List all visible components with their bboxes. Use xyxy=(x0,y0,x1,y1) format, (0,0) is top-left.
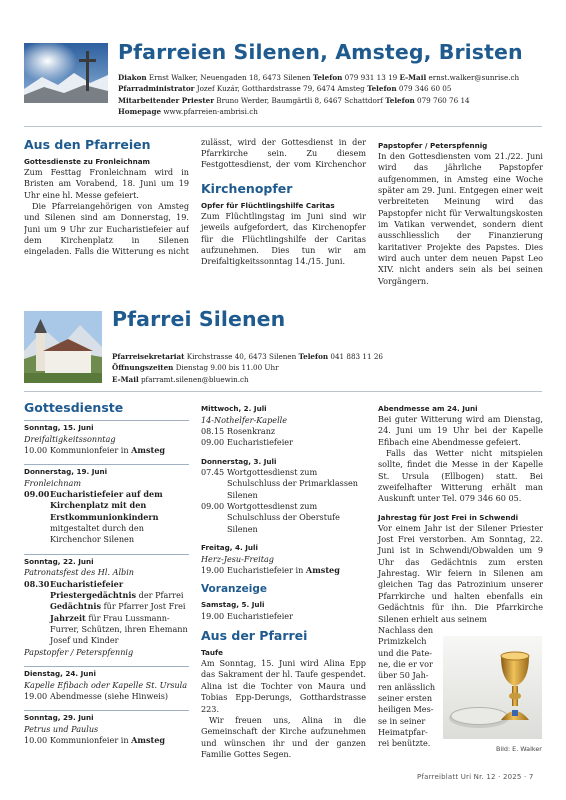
info-sekretariat: Pfarreisekretariat Kirchstrasse 40, 6473 Silenen Telefon 041 883 11 26 xyxy=(112,352,383,361)
section-title-pfarreien: Pfarreien Silenen, Amsteg, Bristen xyxy=(118,40,523,64)
paragraph: Am Sonntag, 15. Juni wird Alina Epp das Sakrament der hl. Taufe gespendet. Alina ist die Tochter von Maura und Tobias Epp-Derungs, Gotthardstrasse 223. xyxy=(201,658,366,714)
contact-pfarradministrator: Pfarradministrator Jozef Kuzár, Gotthardstrasse 79, 6474 Amsteg Telefon 079 346 60 05 xyxy=(118,84,452,94)
paragraph: Falls das Wetter nicht mitspielen sollte, findet die Messe in der Kapelle St. Ursula (Ellbogen) statt. Bei zweifelhafter Witterung erhält man Auskunft unter Tel. 079 346 60 05. xyxy=(378,448,543,504)
service-entry: Freitag, 4. Juli Herz-Jesu-Freitag 19.00 Eucharistiefeier in Amsteg xyxy=(201,543,340,575)
paragraph: Zum Festtag Fronleichnam wird in Bristen am Vorabend, 18. Juni um 19 Uhr eine hl. Messe gefeiert. xyxy=(24,167,189,200)
section-title-pfarrei-silenen: Pfarrei Silenen xyxy=(112,307,286,331)
subheading-taufe: Taufe xyxy=(201,648,223,658)
contact-diakon: Diakon Ernst Walker, Neuengaden 18, 6473 Silenen Telefon 079 931 13 19 E-Mail ernst.walker@sunrise.ch xyxy=(118,73,520,82)
subheading-jahrestag: Jahrestag für Jost Frei in Schwendi xyxy=(378,512,519,522)
paragraph-narrow: Nachlass den Primizkelch und die Pate- ne, die er vor über 50 Jah- ren anlässlich seiner ersten heiligen Mes- se in seiner Heimatpfar- rei benützte. xyxy=(378,624,436,749)
contact-priester: Mitarbeitender Priester Bruno Werder, Baumgärtli 8, 6467 Schattdorf Telefon 079 760 76 14 xyxy=(118,95,470,105)
column-gottesdienste-2 xyxy=(201,404,366,760)
heading-aus-der-pfarrei: Aus der Pfarrei xyxy=(201,628,308,644)
column-kirchenopfer xyxy=(201,137,366,268)
service-entry: Donnerstag, 19. Juni Fronleichnam 09.00 Eucharistiefeier auf dem Kirchenplatz mit den Erstkommunionkindern mitgestaltet durch den Kirchenchor Silenen xyxy=(24,464,189,546)
heading-aus-den-pfarreien: Aus den Pfarreien xyxy=(24,137,151,152)
service-entry: Samstag, 5. Juli 19.00 Eucharistiefeier xyxy=(201,600,293,621)
heading-kirchenopfer: Kirchenopfer xyxy=(201,181,293,196)
service-entry: Sonntag, 15. Juni Dreifaltigkeitssonntag 10.00 Kommunionfeier in Amsteg xyxy=(24,420,189,456)
paragraph-continued: zulässt, wird der Gottesdienst in der Pfarrkirche sein. Zu diesem Festgottesdienst, der vom Kirchenchor xyxy=(201,137,366,170)
column-aus-den-pfarreien xyxy=(24,137,189,258)
paragraph: Zum Flüchtlingstag im Juni sind wir jeweils aufgefordert, das Kirchenopfer für die Flüchtlingshilfe der Caritas aufzunehmen. Dies tun wir am Dreifaltigkeitssonntag 14./15. Juni. xyxy=(201,211,366,267)
pfarrei-info-block xyxy=(112,351,383,385)
paragraph: Die Pfarreiangehörigen von Amsteg und Silenen sind am Donnerstag, 19. Juni um 9 Uhr zur Eucharistiefeier auf dem Kirchenplatz in Silenen eingeladen. Falls die Witterung es nicht xyxy=(24,201,189,257)
heading-voranzeige: Voranzeige xyxy=(201,583,267,596)
service-entry: Dienstag, 24. Juni Kapelle Efibach oder Kapelle St. Ursula 19.00 Abendmesse (siehe Hinweis) xyxy=(24,666,189,702)
service-entry: Sonntag, 22. Juni Patronatsfest des Hl. Albin 08.30 Eucharistiefeier Priestergedächtnis der Pfarrei Gedächtnis für Pfarrer Jost Frei Jahrzeit für Frau Lussmann-Furrer, Schützen, ihren Ehemann Josef und Kinder Papstopfer / Peterspfennig xyxy=(24,554,189,658)
page-footer: Pfarreiblatt Uri Nr. 12 · 2025 · 7 xyxy=(417,773,534,781)
divider xyxy=(24,126,542,127)
subheading-fronleichnam: Gottesdienste zu Fronleichnam xyxy=(24,157,151,166)
church-photo xyxy=(24,311,102,383)
service-entry: Sonntag, 29. Juni Petrus und Paulus 10.00 Kommunionfeier in Amsteg xyxy=(24,710,189,746)
info-oeffnungszeiten: Öffnungszeiten Dienstag 9.00 bis 11.00 Uhr xyxy=(112,363,279,373)
paragraph: Vor einem Jahr ist der Silener Priester Jost Frei verstorben. Am Sonntag, 22. Juni ist in Schwendi/Obwalden um 9 Uhr das Gedächtnis zum ersten Jahrestag. Wir feiern in Silenen am gleichen Tag das Patrozinium unserer Pfarrkirche und halten ebenfalls ein Gedächtnis für ihn. Die Pfarrkirche Silenen erhielt aus seinem xyxy=(378,522,543,624)
divider xyxy=(24,391,542,392)
paragraph: Bei guter Witterung wird am Dienstag, 24. Juni um 19 Uhr bei der Kapelle Efibach eine Abendmesse gefeiert. xyxy=(378,414,543,447)
service-entry: Donnerstag, 3. Juli 07.45 Wortgottesdienst zum Schulschluss der Primarklassen Silenen 09.00 Wortgottesdienst zum Schulschluss der Oberstufe Silenen xyxy=(201,456,358,534)
paragraph: Wir freuen uns, Alina in die Gemeinschaft der Kirche aufzunehmen und wünschen ihr und der ganzen Familie Gottes Segen. xyxy=(201,714,366,759)
column-papstopfer xyxy=(378,141,543,287)
subheading-abendmesse: Abendmesse am 24. Juni xyxy=(378,404,478,413)
subheading-papstopfer: Papstopfer / Peterspfennig xyxy=(378,141,488,150)
contact-homepage: Homepage www.pfarreien-ambrisi.ch xyxy=(118,106,258,116)
chalice-photo xyxy=(443,636,542,739)
heading-gottesdienste: Gottesdienste xyxy=(24,400,124,415)
paragraph: In den Gottesdiensten vom 21./22. Juni wird das jährliche Papstopfer aufgenommen, in Amsteg eine Woche später am 29. Juni. Entgegen einer weit verbreiteten Meinung wird das Papstopfer nicht für Verwaltungskosten im Vatikan verwendet, sondern dient ausschliesslich der Finanzierung karitativer Projekte des Papstes. Dies wird auch unter dem neuen Papst Leo XIV. nicht anders sein als bei seinen Vorgängern. xyxy=(378,151,543,286)
mountain-cross-photo xyxy=(24,43,108,103)
column-gottesdienste xyxy=(24,400,189,754)
service-entry: Mittwoch, 2. Juli 14-Nothelfer-Kapelle 08.15 Rosenkranz 09.00 Eucharistiefeier xyxy=(201,404,293,448)
subheading-caritas: Opfer für Flüchtlingshilfe Caritas xyxy=(201,201,335,210)
contact-block xyxy=(118,72,519,117)
info-email: E-Mail pfarramt.silenen@bluewin.ch xyxy=(112,374,249,384)
photo-credit: Bild: E. Walker xyxy=(496,745,542,753)
